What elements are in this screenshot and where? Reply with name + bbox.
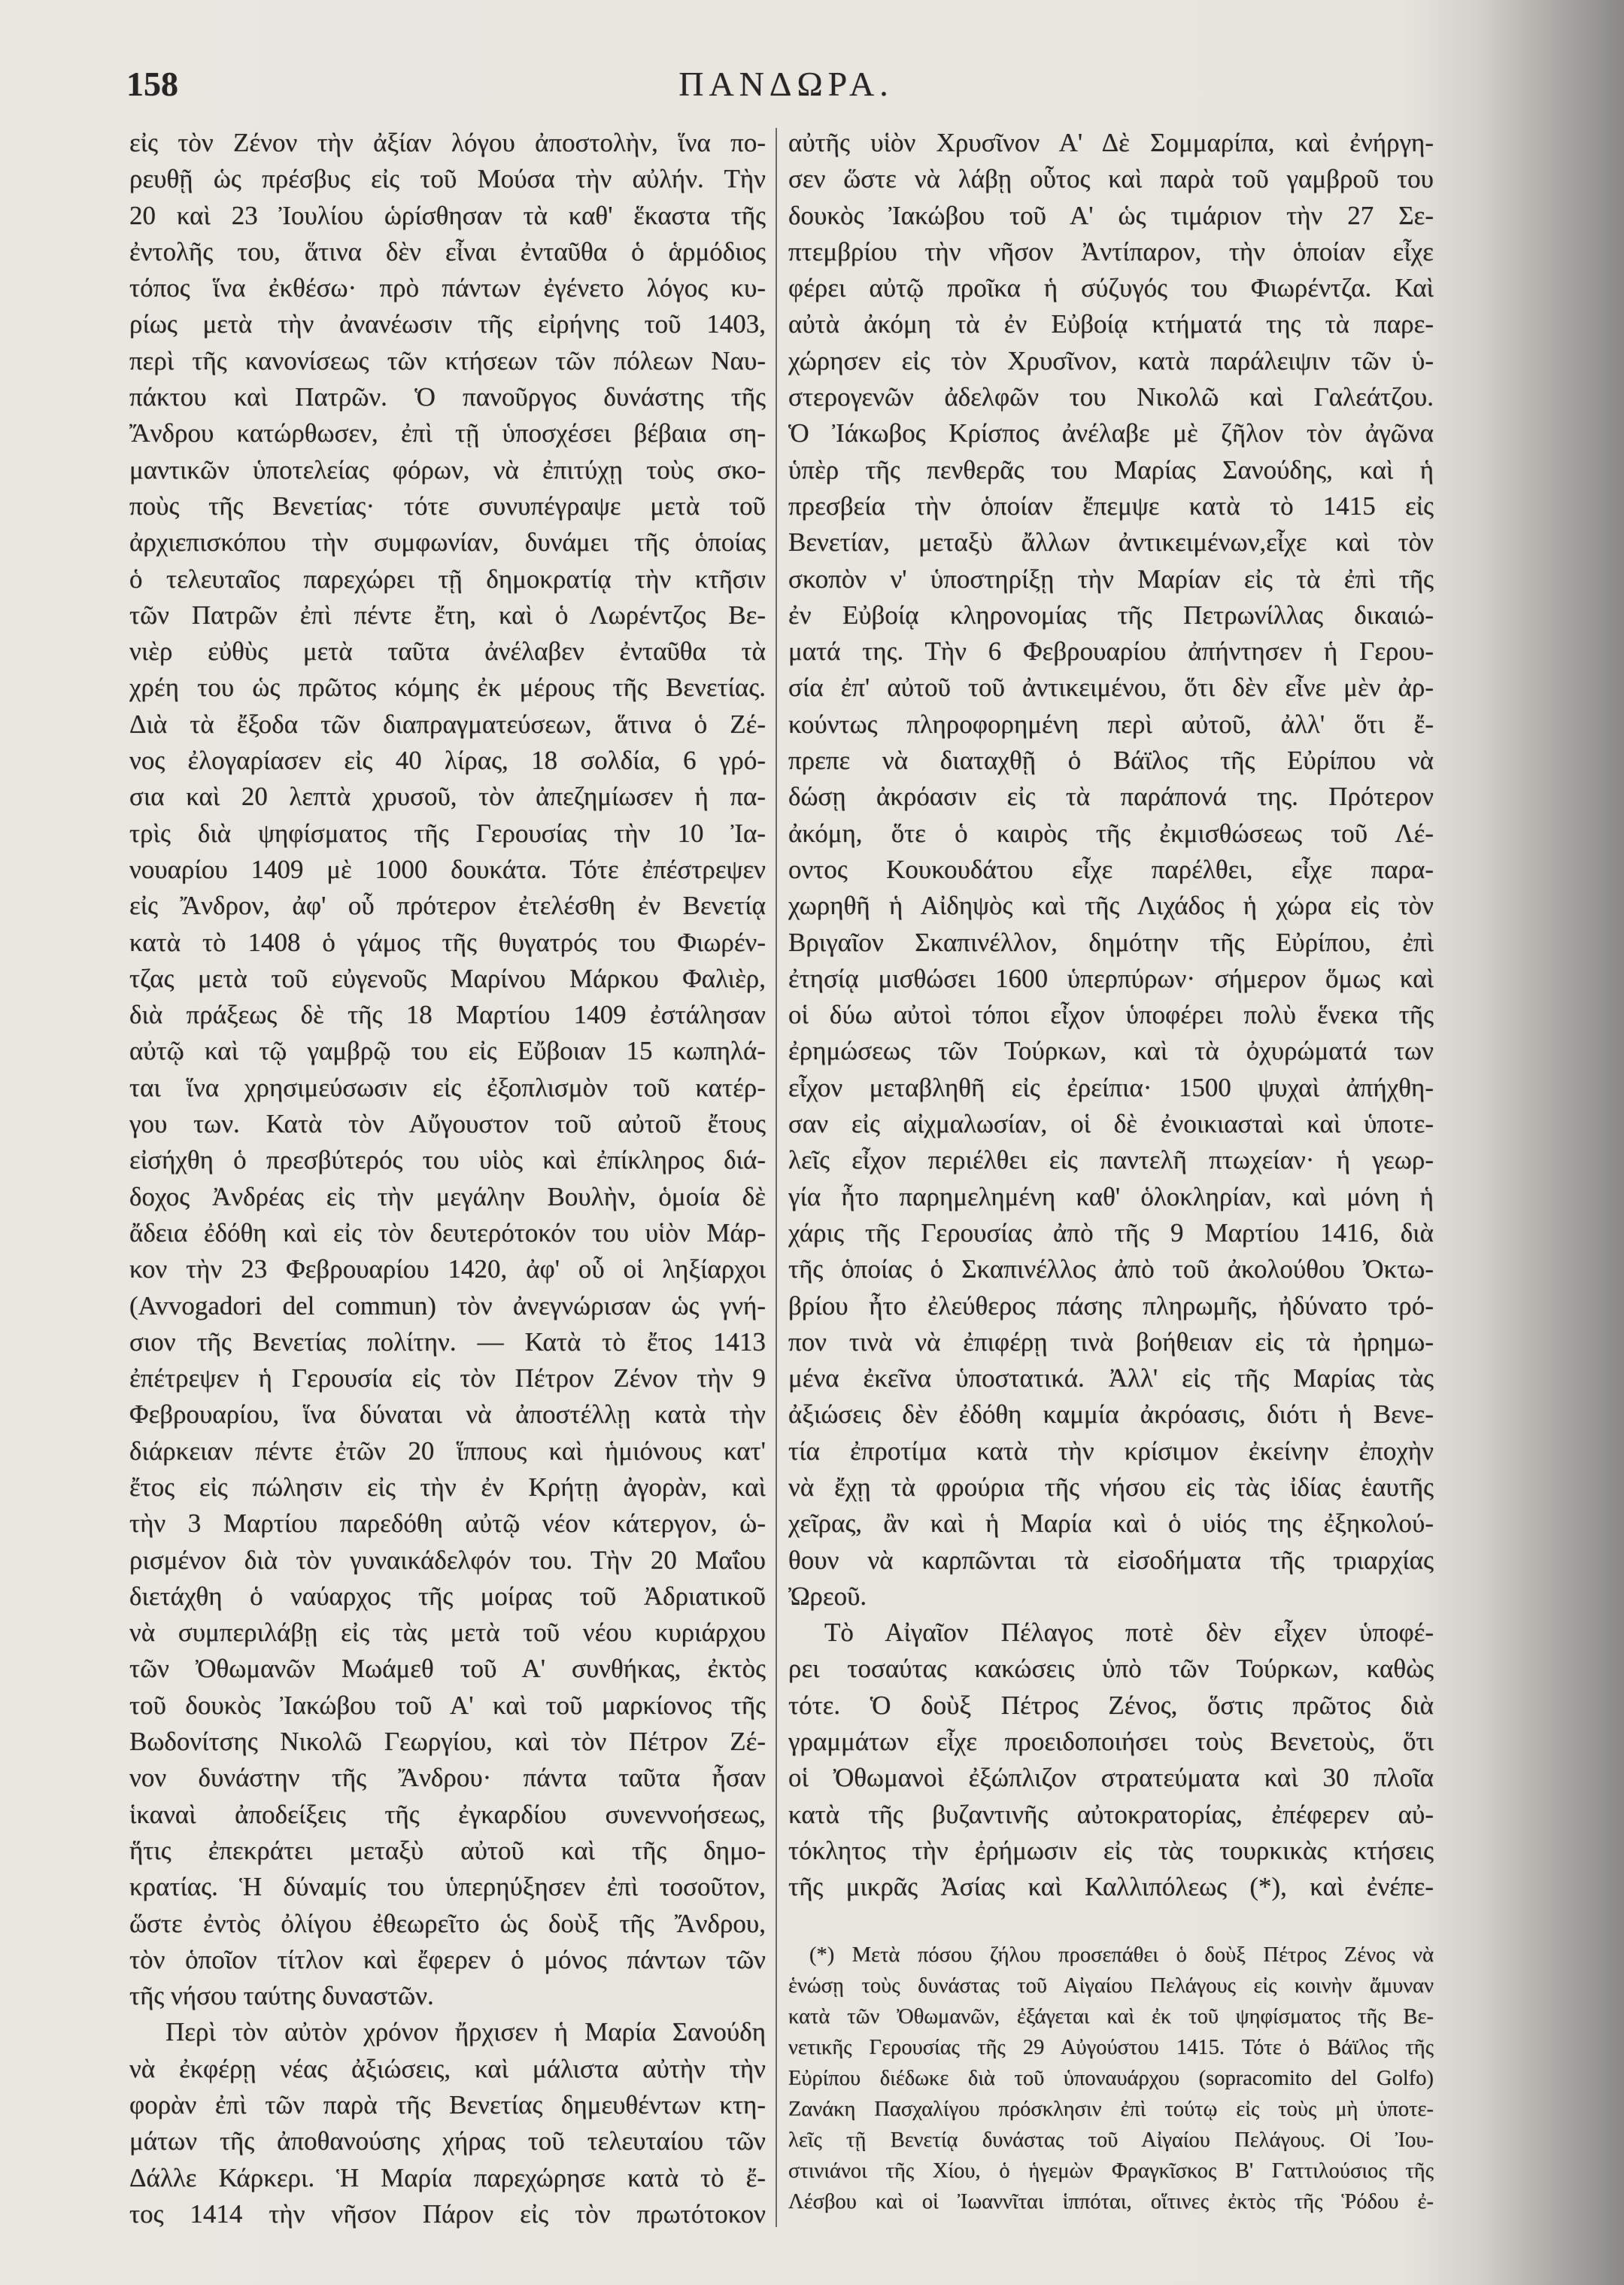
text-line: νον δυνάστην τῆς Ἄνδρου· πάντα ταῦτα ἦσαν [129, 1763, 766, 1793]
text-line: τοῦ δουκὸς Ἰακώβου τοῦ Α' καὶ τοῦ μαρκίονος τῆς [129, 1690, 766, 1720]
text-line: κον τὴν 23 Φεβρουαρίου 1420, ἀφ' οὗ οἱ ληξίαρχοι [129, 1254, 766, 1284]
text-line: φορὰν ἐπὶ τῶν παρὰ τῆς Βενετίας δημευθέντων κτη- [129, 2090, 766, 2120]
text-line: πτεμβρίου τὴν νῆσον Ἀντίπαρον, τὴν ὁποίαν εἶχε [788, 236, 1434, 266]
text-line: λεῖς εἶχον περιέλθει εἰς παντελῆ πτωχείαν· ἡ γεωρ- [788, 1145, 1434, 1175]
text-line: πάκτου καὶ Πατρῶν. Ὁ πανοῦργος δυνάστης τῆς [129, 382, 766, 412]
text-line: ἐτησίᾳ μισθώσει 1600 ὑπερπύρων· σήμερον ὅμως καὶ [788, 963, 1434, 993]
text-line: τόκλητος τὴν ἐρήμωσιν εἰς τὰς τουρκικὰς κτήσεις [788, 1835, 1434, 1865]
text-line: οἱ Ὀθωμανοὶ ἐξώπλιζον στρατεύματα καὶ 30 πλοῖα [788, 1763, 1434, 1793]
text-line: 20 καὶ 23 Ἰουλίου ὡρίσθησαν τὰ καθ' ἕκαστα τῆς [129, 200, 766, 230]
text-line: θουν νὰ καρπῶνται τὰ εἰσοδήματα τῆς τριαρχίας [788, 1545, 1434, 1575]
text-line: Φεβρουαρίου, ἵνα δύναται νὰ ἀποστέλλῃ κατὰ τὴν [129, 1399, 766, 1430]
text-line: ὑπὲρ τῆς πενθερᾶς του Μαρίας Σανούδης, καὶ ἡ [788, 454, 1434, 485]
text-line: νὰ ἔχῃ τὰ φρούρια τῆς νήσου εἰς τὰς ἰδίας ἑαυτῆς [788, 1472, 1434, 1502]
text-line: νουαρίου 1409 μὲ 1000 δουκάτα. Τότε ἐπέστρεψεν [129, 854, 766, 884]
text-line: ἀκόμη, ὅτε ὁ καιρὸς τῆς ἐκμισθώσεως τοῦ Λέ- [788, 818, 1434, 848]
text-line: χάρις τῆς Γερουσίας ἀπὸ τῆς 9 Μαρτίου 1416, διὰ [788, 1217, 1434, 1247]
text-line: Ἄνδρου κατώρθωσεν, ἐπὶ τῇ ὑποσχέσει βέβαια ση- [129, 418, 766, 448]
text-line: μάτων τῆς ἀποθανούσης χήρας τοῦ τελευταίου τῶν [129, 2126, 766, 2156]
text-line: ὥστε ἐντὸς ὀλίγου ἐθεωρεῖτο ὡς δοὺξ τῆς Ἄνδρου, [129, 1908, 766, 1938]
footnote-line: Ζανάκη Πασχαλίγου πρόσκλησιν ἐπὶ τούτῳ εἰς τοὺς μὴ ὑποτε- [788, 2098, 1434, 2121]
text-line: νιὲρ εὐθὺς μετὰ ταῦτα ἀνέλαβεν ἐνταῦθα τὰ [129, 637, 766, 667]
text-line: νὰ συμπεριλάβῃ εἰς τὰς μετὰ τοῦ νέου κυριάρχου [129, 1618, 766, 1648]
page-number: 158 [126, 65, 178, 103]
text-line: Ὁ Ἰάκωβος Κρίσπος ἀνέλαβε μὲ ζῆλον τὸν ἀγῶνα [788, 418, 1434, 448]
text-line: ἀρχιεπισκόπου τὴν συμφωνίαν, δυνάμει τῆς ὁποίας [129, 527, 766, 558]
text-line: τῆς ὁποίας ὁ Σκαπινέλλος ἀπὸ τοῦ ἀκολούθου Ὀκτω- [788, 1254, 1434, 1284]
text-line: σια καὶ 20 λεπτὰ χρυσοῦ, τὸν ἀπεζημίωσεν ἡ πα- [129, 782, 766, 812]
text-line: ποὺς τῆς Βενετίας· τότε συνυπέγραψε μετὰ τοῦ [129, 491, 766, 521]
text-line: νος ἐλογαρίασεν εἰς 40 λίρας, 18 σολδία, 6 γρό- [129, 746, 766, 776]
text-line: τία ἐπροτίμα κατὰ τὴν κρίσιμον ἐκείνην ἐποχὴν [788, 1436, 1434, 1466]
text-line: κατὰ τῆς βυζαντινῆς αὐτοκρατορίας, ἐπέφερεν αὐ- [788, 1799, 1434, 1829]
text-line: ματά της. Τὴν 6 Φεβρουαρίου ἀπήντησεν ἡ Γερου- [788, 637, 1434, 667]
text-line: ἀξιώσεις δὲν ἐδόθη καμμία ἀκρόασις, διότι ἡ Βενε- [788, 1399, 1434, 1430]
text-line: τὴν 3 Μαρτίου παρεδόθη αὐτῷ νέον κάτεργον, ὡ- [129, 1509, 766, 1539]
text-line: Βενετίαν, μεταξὺ ἄλλων ἀντικειμένων,εἶχε καὶ τὸν [788, 527, 1434, 558]
text-line: σκοπὸν ν' ὑποστηρίξῃ τὴν Μαρίαν εἰς τὰ ἐπὶ τῆς [788, 564, 1434, 594]
text-line: ἱκαναὶ ἀποδείξεις τῆς ἐγκαρδίου συνεννοήσεως, [129, 1799, 766, 1829]
text-line: δουκὸς Ἰακώβου τοῦ Α' ὡς τιμάριον τὴν 27 Σε- [788, 200, 1434, 230]
text-line: τότε. Ὁ δοὺξ Πέτρος Ζένος, ὅστις πρῶτος διὰ [788, 1690, 1434, 1720]
column-divider [776, 128, 777, 2227]
text-line: σαν εἰς αἰχμαλωσίαν, οἱ δὲ ἐνοικιασταὶ καὶ ὑποτε- [788, 1109, 1434, 1139]
left-column [129, 125, 766, 2232]
text-line: πρεπε νὰ διαταχθῇ ὁ Βάϊλος τῆς Εὐρίπου νὰ [788, 746, 1434, 776]
text-line: σιον τῆς Βενετίας πολίτην. — Κατὰ τὸ ἔτος 1413 [129, 1326, 766, 1357]
text-line: ἥτις ἐπεκράτει μεταξὺ αὐτοῦ καὶ τῆς δημο- [129, 1835, 766, 1865]
text-line: ἐν Εὐβοίᾳ κληρονομίας τῆς Πετρωνίλλας δικαιώ- [788, 600, 1434, 630]
text-line: κούντως πληροφορημένη περὶ αὐτοῦ, ἀλλ' ὅτι ἔ- [788, 709, 1434, 739]
text-line: ρίως μετὰ τὴν ἀνανέωσιν τῆς εἰρήνης τοῦ 1403, [129, 309, 766, 339]
text-line: τρὶς διὰ ψηφίσματος τῆς Γερουσίας τὴν 10 Ἰα- [129, 818, 766, 848]
text-line: ρει τοσαύτας κακώσεις ὑπὸ τῶν Τούρκων, καθὼς [788, 1654, 1434, 1684]
text-line: ρισμένον διὰ τὸν γυναικάδελφόν του. Τὴν 20 Μαΐου [129, 1545, 766, 1575]
text-line: διάρκειαν πέντε ἐτῶν 20 ἵππους καὶ ἡμιόνους κατ' [129, 1436, 766, 1466]
right-column [788, 125, 1434, 1906]
text-line: οἱ δύω αὐτοὶ τόποι εἶχον ὑποφέρει πολὺ ἕνεκα τῆς [788, 1000, 1434, 1030]
text-line: (Avvogadori del commun) τὸν ἀνεγνώρισαν ὡς γνή- [129, 1290, 766, 1320]
text-line: εἶχον μεταβληθῆ εἰς ἐρείπια· 1500 ψυχαὶ ἀπήχθη- [788, 1072, 1434, 1102]
text-line: τόπος ἵνα ἐκθέσω· πρὸ πάντων ἐγένετο λόγος κυ- [129, 273, 766, 303]
text-line: Ὠρεοῦ. [788, 1581, 867, 1611]
text-line: γραμμάτων εἶχε προειδοποιήσει τοὺς Βενετοὺς, ὅτι [788, 1727, 1434, 1757]
text-line: οντος Κουκουδάτου εἶχε παρέλθει, εἶχε παρα- [788, 854, 1434, 884]
text-line: χεῖρας, ἂν καὶ ἡ Μαρία καὶ ὁ υἱός της ἐξηκολού- [788, 1509, 1434, 1539]
text-line: δοχος Ἀνδρέας εἰς τὴν μεγάλην Βουλὴν, ὁμοία δὲ [129, 1181, 766, 1211]
text-line: χωρηθῆ ἡ Αἰδηψὸς καὶ τῆς Λιχάδος ἡ χώρα εἰς τὸν [788, 891, 1434, 921]
text-line: χώρησεν εἰς τὸν Χρυσῖνον, κατὰ παράλειψιν τῶν ὑ- [788, 345, 1434, 375]
footnote [788, 1940, 1434, 2217]
text-line: γου των. Κατὰ τὸν Αὔγουστον τοῦ αὐτοῦ ἔτους [129, 1109, 766, 1139]
footnote-line: Λέσβου καὶ οἱ Ἰωαννῖται ἱππόται, οἵτινες ἐκτὸς τῆς Ῥόδου ἐ- [788, 2190, 1434, 2214]
text-line: γία ἦτο παρημελημένη καθ' ὁλοκληρίαν, καὶ μόνη ἡ [788, 1181, 1434, 1211]
text-line: πον τινὰ νὰ ἐπιφέρῃ τινὰ βοήθειαν εἰς τὰ ἠρημω- [788, 1326, 1434, 1357]
text-line: κρατίας. Ἡ δύναμίς του ὑπερηύξησεν ἐπὶ τοσοῦτον, [129, 1872, 766, 1902]
footnote-line: στινιάνοι τῆς Χίου, ὁ ἡγεμὼν Φραγκῖσκος Β' Γαττιλούσιος τῆς [788, 2159, 1434, 2183]
text-line: ὁ τελευταῖος παρεχώρει τῇ δημοκρατίᾳ τὴν κτῆσιν [129, 564, 766, 594]
running-title: ΠΑΝΔΩΡΑ. [678, 65, 894, 103]
text-line: Δάλλε Κάρκερι. Ἡ Μαρία παρεχώρησε κατὰ τὸ ἔ- [129, 2162, 766, 2192]
text-line: περὶ τῆς κανονίσεως τῶν κτήσεων τῶν πόλεων Ναυ- [129, 345, 766, 375]
text-line: ἔτος εἰς πώλησιν εἰς τὴν ἐν Κρήτῃ ἀγορὰν, καὶ [129, 1472, 766, 1502]
text-line: ἐπέτρεψεν ἡ Γερουσία εἰς τὸν Πέτρον Ζένον τὴν 9 [129, 1363, 766, 1393]
text-line: Βριγαῖον Σκαπινέλλον, δημότην τῆς Εὐρίπου, ἐπὶ [788, 927, 1434, 957]
text-line: τῆς μικρᾶς Ἀσίας καὶ Καλλιπόλεως (*), καὶ ἐνέπε- [788, 1872, 1434, 1902]
text-line: ἄδεια ἐδόθη καὶ εἰς τὸν δευτερότοκόν του υἱὸν Μάρ- [129, 1217, 766, 1247]
text-line: Διὰ τὰ ἔξοδα τῶν διαπραγματεύσεων, ἅτινα ὁ Ζέ- [129, 709, 766, 739]
text-line: εἰς τὸν Ζένον τὴν ἀξίαν λόγου ἀποστολὴν, ἵνα πο- [129, 128, 766, 157]
text-line: Βωδονίτσης Νικολῶ Γεωργίου, καὶ τὸν Πέτρον Ζέ- [129, 1727, 766, 1757]
footnote-line: ἑνώσῃ τοὺς δυνάστας τοῦ Αἰγαίου Πελάγους εἰς κοινὴν ἄμυναν [788, 1974, 1434, 1998]
text-line: χρέη του ὡς πρῶτος κόμης ἐκ μέρους τῆς Βενετίας. [129, 673, 766, 703]
text-line: σεν ὥστε νὰ λάβῃ οὗτος καὶ παρὰ τοῦ γαμβροῦ του [788, 164, 1434, 194]
text-line: εἰσήχθη ὁ πρεσβύτερός του υἱὸς καὶ ἐπίκληρος διά- [129, 1145, 766, 1175]
text-line: σία ἐπ' αὐτοῦ τοῦ ἀντικειμένου, ὅτι δὲν εἶνε μὲν ἀρ- [788, 673, 1434, 703]
text-line: τὸν ὁποῖον τίτλον καὶ ἔφερεν ὁ μόνος πάντων τῶν [129, 1944, 766, 1974]
text-line: διετάχθη ὁ ναύαρχος τῆς μοίρας τοῦ Ἀδριατικοῦ [129, 1581, 766, 1611]
text-line: ἐρημώσεως τῶν Τούρκων, καὶ τὰ ὀχυρώματά των [788, 1036, 1434, 1066]
text-line: ται ἵνα χρησιμεύσωσιν εἰς ἐξοπλισμὸν τοῦ κατέρ- [129, 1072, 766, 1102]
text-line: ἐντολῆς του, ἅτινα δὲν εἶναι ἐνταῦθα ὁ ἁρμόδιος [129, 236, 766, 266]
text-line: μαντικῶν ὑποτελείας φόρων, νὰ ἐπιτύχῃ τοὺς σκο- [129, 454, 766, 485]
text-line: βρίου ἦτο ἐλεύθερος πάσης πληρωμῆς, ἠδύνατο τρό- [788, 1290, 1434, 1320]
text-line: τῶν Πατρῶν ἐπὶ πέντε ἔτη, καὶ ὁ Λωρέντζος Βε- [129, 600, 766, 630]
text-line: αὐτὰ ἀκόμη τὰ ἐν Εὐβοίᾳ κτήματά της τὰ παρε- [788, 309, 1434, 339]
text-line: τῶν Ὀθωμανῶν Μωάμεθ τοῦ Α' συνθήκας, ἐκτὸς [129, 1654, 766, 1684]
text-line: τος 1414 τὴν νῆσον Πάρον εἰς τὸν πρωτότοκον [129, 2198, 766, 2229]
text-line: ρευθῇ ὡς πρέσβυς εἰς τοῦ Μούσα τὴν αὐλήν. Τὴν [129, 164, 766, 194]
text-line: διὰ πράξεως δὲ τῆς 18 Μαρτίου 1409 ἐστάλησαν [129, 1000, 766, 1030]
text-line: αὐτῆς υἱὸν Χρυσῖνον Α' Δὲ Σομμαρίπα, καὶ ἐνήργη- [788, 128, 1434, 157]
text-line: κατὰ τὸ 1408 ὁ γάμος τῆς θυγατρός του Φιωρέν- [129, 927, 766, 957]
footnote-line: (*) Μετὰ πόσου ζήλου προσεπάθει ὁ δοὺξ Πέτρος Ζένος νὰ [809, 1943, 1434, 1967]
text-line: εἰς Ἄνδρον, ἀφ' οὗ πρότερον ἐτελέσθη ἐν Βενετίᾳ [129, 891, 766, 921]
text-line: νὰ ἐκφέρῃ νέας ἀξιώσεις, καὶ μάλιστα αὐτὴν τὴν [129, 2053, 766, 2083]
text-line: δώσῃ ἀκρόασιν εἰς τὰ παράπονά της. Πρότερον [788, 782, 1434, 812]
text-line: τζας μετὰ τοῦ εὐγενοῦς Μαρίνου Μάρκου Φαλιὲρ, [129, 963, 766, 993]
footnote-line: λεῖς τῇ Βενετίᾳ δυνάστας τοῦ Αἰγαίου Πελάγους. Οἱ Ἰου- [788, 2129, 1434, 2152]
text-line: Περὶ τὸν αὐτὸν χρόνον ἤρχισεν ἡ Μαρία Σανούδη [165, 2017, 766, 2047]
footnote-line: Εὐρίπου διέδωκε διὰ τοῦ ὑποναυάρχου (sopracomito del Golfo) [788, 2067, 1434, 2090]
text-line: τῆς νήσου ταύτης δυναστῶν. [129, 1981, 434, 2011]
text-line: αὐτῷ καὶ τῷ γαμβρῷ του εἰς Εὔβοιαν 15 κωπηλά- [129, 1036, 766, 1066]
text-line: φέρει αὐτῷ προῖκα ἡ σύζυγός του Φιωρέντζα. Καὶ [788, 273, 1434, 303]
text-line: μένα ἐκεῖνα ὑποστατικά. Ἀλλ' εἰς τῆς Μαρίας τὰς [788, 1363, 1434, 1393]
text-line: Τὸ Αἰγαῖον Πέλαγος ποτὲ δὲν εἶχεν ὑποφέ- [824, 1618, 1434, 1648]
footnote-line: νετικῆς Γερουσίας τῆς 29 Αὐγούστου 1415. Τότε ὁ Βάϊλος τῆς [788, 2036, 1434, 2059]
footnote-line: κατὰ τῶν Ὀθωμανῶν, ἐξάγεται καὶ ἐκ τοῦ ψηφίσματος τῆς Βε- [788, 2005, 1434, 2028]
text-line: πρεσβεία τὴν ὁποίαν ἔπεμψε κατὰ τὸ 1415 εἰς [788, 491, 1434, 521]
text-line: στερογενῶν ἀδελφῶν του Νικολῶ καὶ Γαλεάτζου. [788, 382, 1434, 412]
